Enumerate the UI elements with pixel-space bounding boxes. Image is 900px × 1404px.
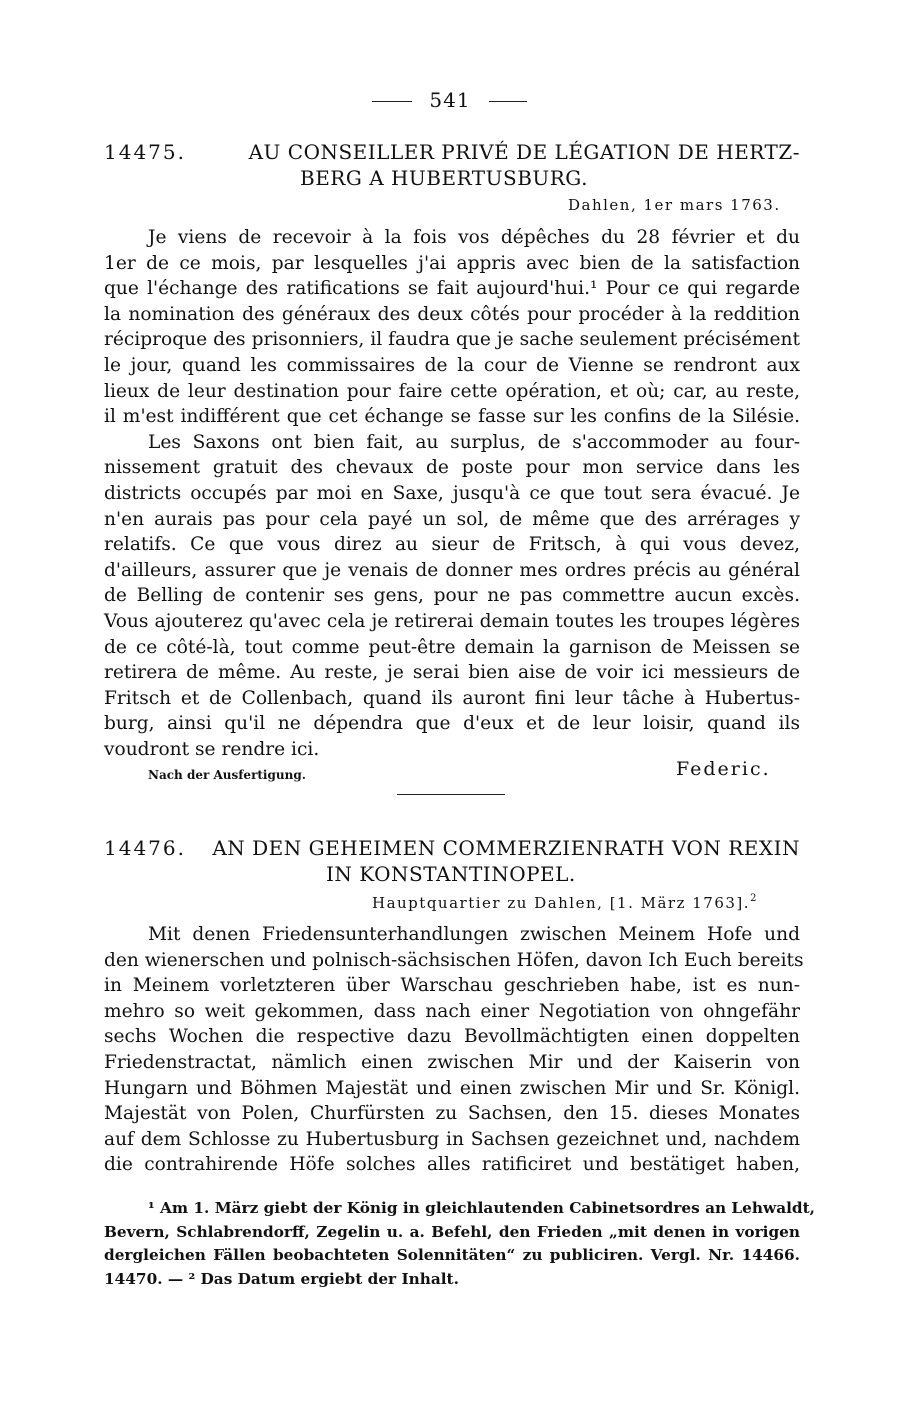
letter2-line: mehro so weit gekommen, dass nach einer Negotiation von ohngefähr	[104, 1000, 800, 1022]
letter1-line: Fritsch et de Collenbach, quand ils auront fini leur tâche à Hubertus-	[104, 687, 800, 709]
letter1-dateline-place: Dahlen,	[568, 196, 638, 214]
letter1-line: de Belling de contenir ses gens, pour ne pas commettre aucun excès.	[104, 585, 800, 607]
letter1-line: la nomination des généraux des deux côtés pour procéder à la reddition	[104, 303, 800, 325]
letter1-line: réciproque des prisonniers, il faudra que je sache seulement précisément	[104, 329, 800, 351]
letter2-dateline-footnote-ref: 2	[750, 893, 758, 904]
letter1-line: que l'échange des ratifications se fait aujourd'hui.¹ Pour ce qui regarde	[104, 278, 800, 300]
letter1-line: il m'est indifférent que cet échange se fasse sur les confins de la Silésie.	[104, 406, 800, 428]
letter1-body	[104, 225, 800, 762]
letter1-line: le jour, quand les commissaires de la cour de Vienne se rendront aux	[104, 354, 800, 376]
letter1-dateline-date: 1er mars 1763.	[643, 196, 781, 214]
letter1-line: nissement gratuit des chevaux de poste pour mon service dans les	[104, 457, 800, 479]
letter1-line: Je viens de recevoir à la fois vos dépêches du 28 février et du	[148, 227, 800, 248]
letter2-line: Mit denen Friedensunterhandlungen zwischen Meinem Hofe und	[148, 924, 800, 945]
letter1-line: Vous ajouterez qu'avec cela je retirerai demain toutes les troupes légères	[104, 610, 800, 632]
footnote-line: dergleichen Fällen beobachteten Solennitäten“ zu publiciren. Vergl. Nr. 14466.	[104, 1246, 800, 1264]
page-number: 541	[429, 88, 471, 112]
page-number-right-dash	[489, 101, 527, 102]
letter2-dateline-date: [1. März 1763].	[609, 894, 751, 912]
letter1-title-line1: AU CONSEILLER PRIVÉ DE LÉGATION DE HERTZ-	[248, 140, 800, 164]
letter2-line: in Meinem vorletzteren über Warschau geschrieben habe, ist es nun-	[104, 975, 800, 997]
letter1-line: lieux de leur destination pour faire cette opération, et où; car, au reste,	[104, 380, 800, 402]
footnote-line: ¹ Am 1. März giebt der König in gleichlautenden Cabinetsordres an Lehwaldt,	[148, 1199, 816, 1217]
letter2-line: sechs Wochen die respective dazu Bevollmächtigten einen doppelten	[104, 1026, 800, 1048]
letter1-dateline	[568, 196, 781, 214]
letter2-title-line1: AN DEN GEHEIMEN COMMERZIENRATH VON REXIN	[212, 836, 800, 860]
letter1-line: burg, ainsi qu'il ne dépendra que d'eux et de leur loisir, quand ils	[104, 713, 800, 735]
letter2-line: Friedenstractat, nämlich einen zwischen Mir und der Kaiserin von	[104, 1051, 800, 1073]
letter1-signature: Federic.	[676, 758, 771, 780]
letter2-dateline-place: Hauptquartier zu Dahlen,	[372, 894, 604, 912]
letter2-number: 14476.	[104, 836, 186, 860]
letter1-line: d'ailleurs, assurer que je venais de donner mes ordres précis au général	[104, 559, 800, 581]
footnote-line: Bevern, Schlabrendorff, Zegelin u. a. Befehl, den Frieden „mit denen in vorigen	[104, 1222, 800, 1241]
letter1-heading-line1	[104, 140, 800, 164]
letter1-line: voudront se rendre ici.	[104, 738, 320, 760]
letter1-line: Les Saxons ont bien fait, au surplus, de s'accommoder au four-	[148, 431, 800, 453]
letter1-title-line2: BERG A HUBERTUSBURG.	[300, 166, 588, 190]
letter1-line: de ce côté-là, tout comme peut-être demain la garnison de Meissen se	[104, 636, 800, 658]
letter2-line: die contrahirende Höfe solches alles ratificiret und bestätiget haben,	[104, 1154, 800, 1176]
footnotes	[104, 1197, 816, 1291]
letter2-line: auf dem Schlosse zu Hubertusburg in Sachsen gezeichnet und, nachdem	[104, 1128, 800, 1150]
letter1-line: relatifs. Ce que vous direz au sieur de Fritsch, à qui vous devez,	[104, 534, 800, 556]
letter1-number: 14475.	[104, 140, 186, 164]
letter1-source-note: Nach der Ausfertigung.	[148, 768, 306, 782]
letter1-line: n'en aurais pas pour cela payé un sol, de même que des arrérages y	[104, 508, 800, 530]
letter2-line: Hungarn und Böhmen Majestät und einen zwischen Mir und Sr. Königl.	[104, 1077, 800, 1099]
letter2-heading-line1	[104, 836, 800, 860]
letter2-line: den wienerschen und polnisch-sächsischen Höfen, davon Ich Euch bereits	[104, 949, 804, 971]
letter2-body	[104, 922, 804, 1178]
letter1-line: districts occupés par moi en Saxe, jusqu'à ce que tout sera évacué. Je	[104, 482, 800, 504]
section-divider	[397, 794, 505, 795]
letter2-title-line2: IN KONSTANTINOPEL.	[326, 862, 576, 886]
letter1-line: retirera de même. Au reste, je serai bien aise de voir ici messieurs de	[104, 662, 800, 684]
letter2-dateline	[372, 894, 758, 912]
letter1-line: 1er de ce mois, par lesquelles j'ai appris avec bien de la satisfaction	[104, 252, 800, 274]
letter2-line: Majestät von Polen, Churfürsten zu Sachsen, den 15. dieses Monates	[104, 1103, 800, 1125]
footnote-line: 14470. — ² Das Datum ergiebt der Inhalt.	[104, 1269, 459, 1288]
